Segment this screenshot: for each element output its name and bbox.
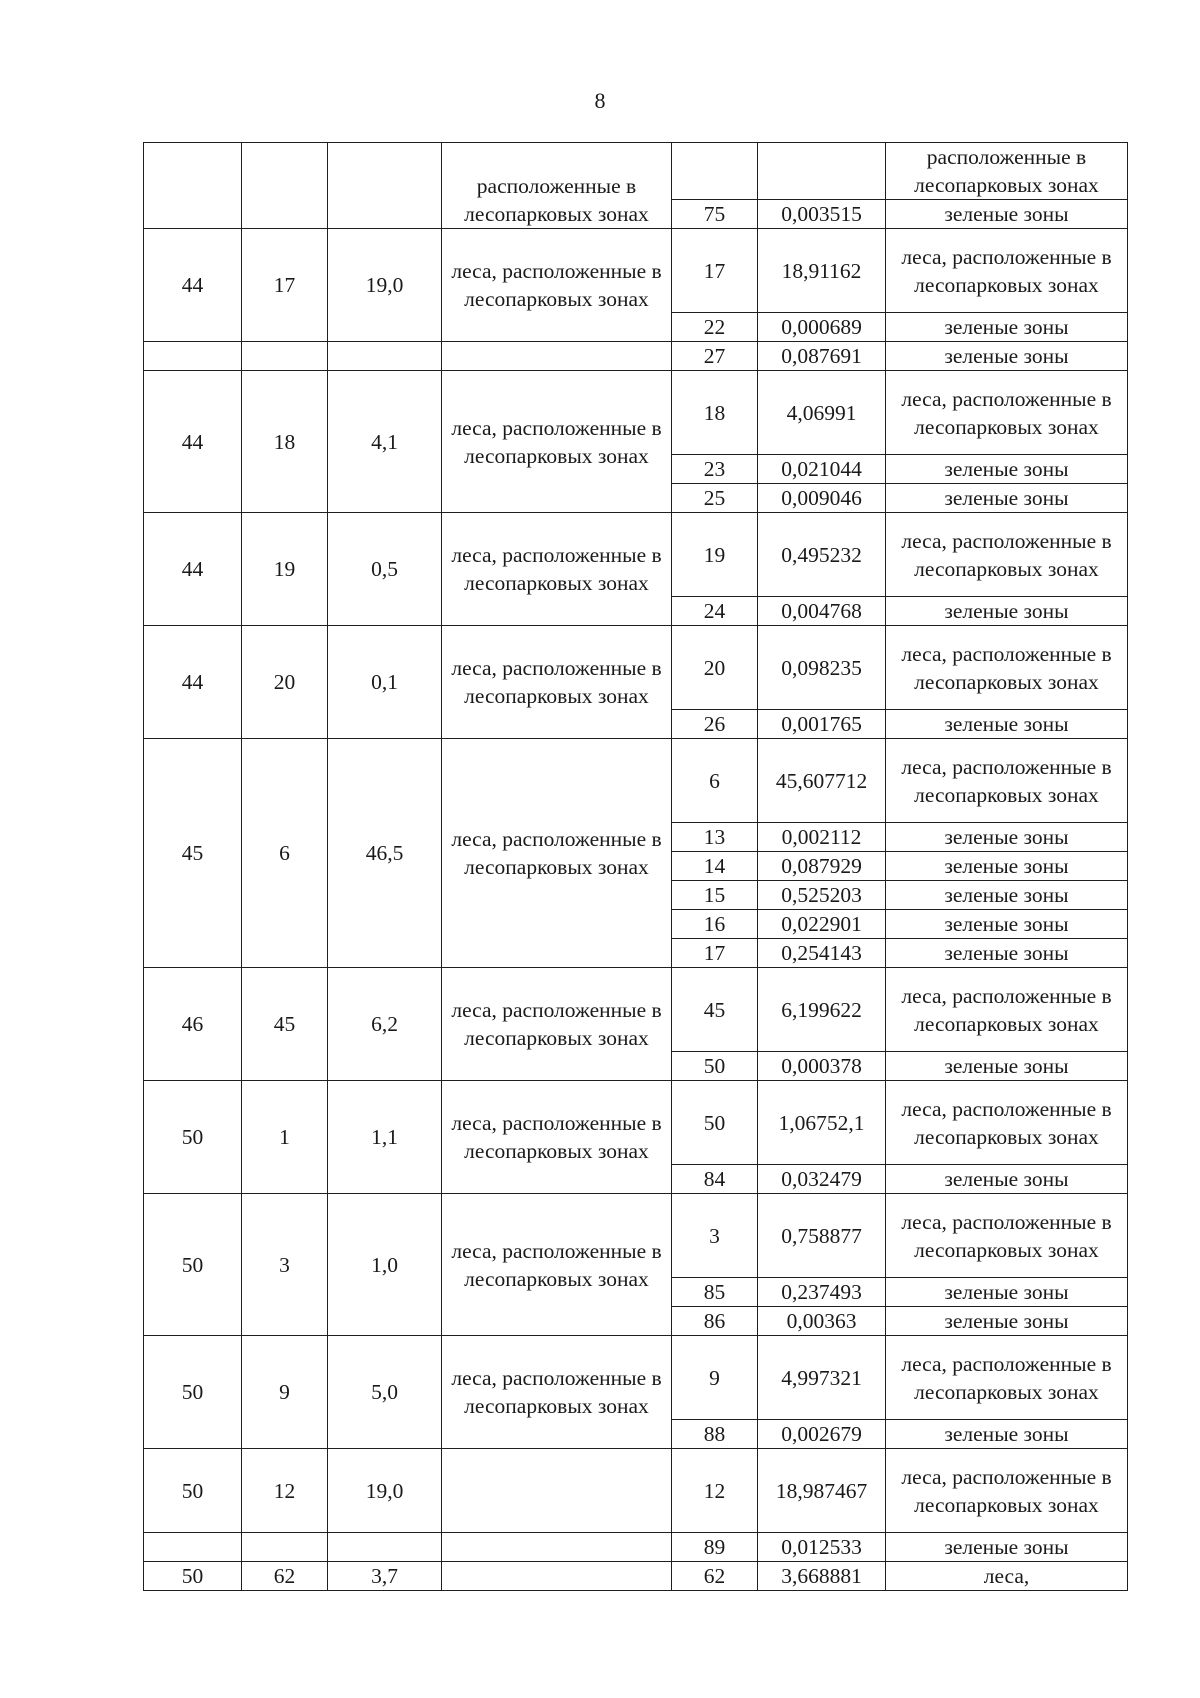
section-number-cell: 17 [242, 229, 328, 342]
part-area-cell: 0,001765 [758, 710, 886, 739]
table-row [144, 229, 1128, 313]
section-number-cell: 20 [242, 626, 328, 739]
total-area-cell: 5,0 [328, 1336, 442, 1449]
part-area-cell: 18,91162 [758, 229, 886, 313]
part-number-cell: 3 [672, 1194, 758, 1278]
part-area-cell: 0,758877 [758, 1194, 886, 1278]
description-cell: леса, расположенные в лесопарковых зонах [442, 371, 672, 513]
total-area-cell: 0,5 [328, 513, 442, 626]
part-area-cell: 0,000689 [758, 313, 886, 342]
category-cell: леса, расположенные в лесопарковых зонах [886, 1336, 1128, 1420]
part-area-cell: 0,087929 [758, 852, 886, 881]
part-area-cell: 0,495232 [758, 513, 886, 597]
quarter-number-cell: 44 [144, 513, 242, 626]
quarter-number-cell: 44 [144, 626, 242, 739]
quarter-number-cell [144, 143, 242, 229]
part-area-cell: 0,009046 [758, 484, 886, 513]
part-number-cell: 12 [672, 1449, 758, 1533]
part-area-cell: 6,199622 [758, 968, 886, 1052]
category-cell: зеленые зоны [886, 484, 1128, 513]
part-number-cell: 16 [672, 910, 758, 939]
description-cell: леса, расположенные в лесопарковых зонах [442, 1081, 672, 1194]
part-area-cell [758, 143, 886, 200]
total-area-cell: 19,0 [328, 1449, 442, 1533]
table-row [144, 513, 1128, 597]
part-area-cell: 0,254143 [758, 939, 886, 968]
category-cell: зеленые зоны [886, 313, 1128, 342]
part-number-cell: 6 [672, 739, 758, 823]
quarter-number-cell: 50 [144, 1081, 242, 1194]
description-cell [442, 1533, 672, 1562]
quarter-number-cell [144, 1533, 242, 1562]
category-cell: леса, расположенные в лесопарковых зонах [886, 968, 1128, 1052]
description-cell: леса, расположенные в лесопарковых зонах [442, 1336, 672, 1449]
part-number-cell: 9 [672, 1336, 758, 1420]
part-number-cell: 45 [672, 968, 758, 1052]
part-area-cell: 0,000378 [758, 1052, 886, 1081]
category-cell: зеленые зоны [886, 710, 1128, 739]
category-cell: зеленые зоны [886, 1052, 1128, 1081]
section-number-cell: 1 [242, 1081, 328, 1194]
part-number-cell: 50 [672, 1081, 758, 1165]
description-cell [442, 1562, 672, 1591]
part-number-cell: 24 [672, 597, 758, 626]
part-number-cell: 50 [672, 1052, 758, 1081]
part-area-cell: 0,00363 [758, 1307, 886, 1336]
category-cell: леса, расположенные в лесопарковых зонах [886, 1081, 1128, 1165]
category-cell: расположенные в лесопарковых зонах [886, 143, 1128, 200]
category-cell: зеленые зоны [886, 910, 1128, 939]
table-body [144, 143, 1128, 1591]
section-number-cell: 62 [242, 1562, 328, 1591]
section-number-cell [242, 342, 328, 371]
category-cell: леса, [886, 1562, 1128, 1591]
total-area-cell: 1,0 [328, 1194, 442, 1336]
description-cell: леса, расположенные в лесопарковых зонах [442, 968, 672, 1081]
total-area-cell [328, 143, 442, 229]
part-area-cell: 3,668881 [758, 1562, 886, 1591]
total-area-cell [328, 342, 442, 371]
table-row [144, 143, 1128, 200]
description-cell: леса, расположенные в лесопарковых зонах [442, 739, 672, 968]
table-row [144, 1336, 1128, 1420]
part-number-cell: 13 [672, 823, 758, 852]
table-row [144, 968, 1128, 1052]
part-area-cell: 45,607712 [758, 739, 886, 823]
total-area-cell: 6,2 [328, 968, 442, 1081]
part-number-cell: 17 [672, 939, 758, 968]
category-cell: леса, расположенные в лесопарковых зонах [886, 739, 1128, 823]
part-number-cell: 84 [672, 1165, 758, 1194]
part-area-cell: 4,06991 [758, 371, 886, 455]
part-number-cell: 88 [672, 1420, 758, 1449]
part-number-cell: 62 [672, 1562, 758, 1591]
part-number-cell: 85 [672, 1278, 758, 1307]
table-row [144, 342, 1128, 371]
part-area-cell: 0,022901 [758, 910, 886, 939]
section-number-cell: 9 [242, 1336, 328, 1449]
part-number-cell: 23 [672, 455, 758, 484]
category-cell: зеленые зоны [886, 1420, 1128, 1449]
quarter-number-cell: 46 [144, 968, 242, 1081]
total-area-cell [328, 1533, 442, 1562]
table-row [144, 1562, 1128, 1591]
part-area-cell: 0,004768 [758, 597, 886, 626]
quarter-number-cell: 44 [144, 371, 242, 513]
part-area-cell: 0,032479 [758, 1165, 886, 1194]
part-number-cell: 86 [672, 1307, 758, 1336]
description-cell: расположенные в лесопарковых зонах [442, 143, 672, 229]
section-number-cell [242, 143, 328, 229]
part-area-cell: 0,021044 [758, 455, 886, 484]
category-cell: зеленые зоны [886, 1533, 1128, 1562]
total-area-cell: 4,1 [328, 371, 442, 513]
section-number-cell [242, 1533, 328, 1562]
description-cell: леса, расположенные в лесопарковых зонах [442, 1194, 672, 1336]
section-number-cell: 19 [242, 513, 328, 626]
part-number-cell [672, 143, 758, 200]
total-area-cell: 19,0 [328, 229, 442, 342]
total-area-cell: 3,7 [328, 1562, 442, 1591]
part-number-cell: 25 [672, 484, 758, 513]
section-number-cell: 18 [242, 371, 328, 513]
category-cell: зеленые зоны [886, 852, 1128, 881]
quarter-number-cell: 50 [144, 1562, 242, 1591]
category-cell: зеленые зоны [886, 881, 1128, 910]
part-number-cell: 20 [672, 626, 758, 710]
category-cell: леса, расположенные в лесопарковых зонах [886, 1449, 1128, 1533]
table-row [144, 739, 1128, 823]
quarter-number-cell: 50 [144, 1336, 242, 1449]
table-row [144, 1194, 1128, 1278]
section-number-cell: 45 [242, 968, 328, 1081]
table-row [144, 1081, 1128, 1165]
part-area-cell: 0,237493 [758, 1278, 886, 1307]
category-cell: леса, расположенные в лесопарковых зонах [886, 371, 1128, 455]
description-cell [442, 1449, 672, 1533]
section-number-cell: 6 [242, 739, 328, 968]
part-number-cell: 26 [672, 710, 758, 739]
description-cell [442, 342, 672, 371]
total-area-cell: 46,5 [328, 739, 442, 968]
part-area-cell: 0,003515 [758, 200, 886, 229]
part-number-cell: 27 [672, 342, 758, 371]
part-number-cell: 22 [672, 313, 758, 342]
part-number-cell: 15 [672, 881, 758, 910]
page-number: 8 [594, 88, 606, 113]
part-area-cell: 1,06752,1 [758, 1081, 886, 1165]
table-row [144, 626, 1128, 710]
category-cell: зеленые зоны [886, 342, 1128, 371]
description-cell: леса, расположенные в лесопарковых зонах [442, 626, 672, 739]
part-area-cell: 0,012533 [758, 1533, 886, 1562]
part-area-cell: 0,002679 [758, 1420, 886, 1449]
quarter-number-cell: 45 [144, 739, 242, 968]
category-cell: зеленые зоны [886, 823, 1128, 852]
category-cell: леса, расположенные в лесопарковых зонах [886, 626, 1128, 710]
part-number-cell: 19 [672, 513, 758, 597]
part-area-cell: 0,525203 [758, 881, 886, 910]
description-cell: леса, расположенные в лесопарковых зонах [442, 229, 672, 342]
quarter-number-cell: 44 [144, 229, 242, 342]
table-row [144, 1533, 1128, 1562]
category-cell: зеленые зоны [886, 1278, 1128, 1307]
part-number-cell: 14 [672, 852, 758, 881]
part-area-cell: 18,987467 [758, 1449, 886, 1533]
part-area-cell: 0,087691 [758, 342, 886, 371]
table-row [144, 1449, 1128, 1533]
land-plots-table [143, 142, 1128, 1591]
part-number-cell: 18 [672, 371, 758, 455]
quarter-number-cell: 50 [144, 1194, 242, 1336]
part-area-cell: 0,098235 [758, 626, 886, 710]
part-number-cell: 17 [672, 229, 758, 313]
category-cell: леса, расположенные в лесопарковых зонах [886, 1194, 1128, 1278]
section-number-cell: 3 [242, 1194, 328, 1336]
part-area-cell: 4,997321 [758, 1336, 886, 1420]
part-number-cell: 89 [672, 1533, 758, 1562]
description-cell: леса, расположенные в лесопарковых зонах [442, 513, 672, 626]
quarter-number-cell [144, 342, 242, 371]
category-cell: зеленые зоны [886, 1307, 1128, 1336]
total-area-cell: 1,1 [328, 1081, 442, 1194]
category-cell: леса, расположенные в лесопарковых зонах [886, 513, 1128, 597]
quarter-number-cell: 50 [144, 1449, 242, 1533]
category-cell: зеленые зоны [886, 455, 1128, 484]
total-area-cell: 0,1 [328, 626, 442, 739]
category-cell: леса, расположенные в лесопарковых зонах [886, 229, 1128, 313]
part-area-cell: 0,002112 [758, 823, 886, 852]
category-cell: зеленые зоны [886, 200, 1128, 229]
category-cell: зеленые зоны [886, 939, 1128, 968]
category-cell: зеленые зоны [886, 597, 1128, 626]
part-number-cell: 75 [672, 200, 758, 229]
table-row [144, 371, 1128, 455]
category-cell: зеленые зоны [886, 1165, 1128, 1194]
section-number-cell: 12 [242, 1449, 328, 1533]
